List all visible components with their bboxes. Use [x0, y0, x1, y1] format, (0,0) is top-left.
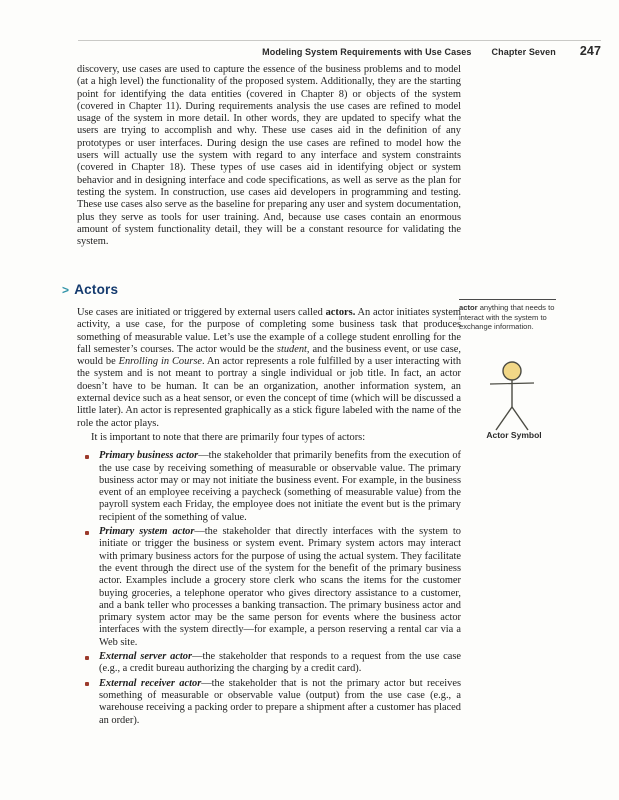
main-text-column	[77, 64, 461, 248]
running-head-title: Modeling System Requirements with Use Cases	[262, 47, 472, 57]
list-item	[77, 526, 461, 649]
bullet-marker-icon	[85, 682, 89, 686]
running-head-chapter: Chapter Seven	[491, 47, 556, 57]
four-types-line: It is important to note that there are primarily four types of actors:	[91, 431, 366, 443]
section-marker-icon: >	[62, 283, 70, 297]
actors-italic-student: student	[276, 343, 307, 355]
actors-italic-enrolling: Enrolling in Course	[118, 356, 202, 368]
actor-type-description: —the stakeholder that primarily benefits from the execution of the use case by receiving something of measurable or observable value. The primary business actor may or may not initiate the business event. For example, in the business event of an employee receiving a paycheck (something of measurable value) from the payroll system each Friday, the employee does not initiate the event but is the primary recipient of the something of value.	[99, 450, 461, 523]
actors-section	[77, 307, 461, 729]
margin-note-rule	[459, 299, 556, 300]
page-number: 247	[579, 44, 601, 58]
running-head-rule	[78, 40, 601, 41]
actors-paragraph-text: Use cases are initiated or triggered by external users called	[77, 307, 326, 318]
actor-type-term: Primary system actor	[99, 526, 195, 538]
actor-type-term: Primary business actor	[99, 450, 199, 462]
margin-definition-note	[459, 299, 571, 332]
section-title: Actors	[74, 282, 119, 297]
figure-caption: Actor Symbol	[486, 430, 542, 440]
intro-paragraph: discovery, use cases are used to capture the essence of the business problems and to model (at a high level) the functionality of the proposed system. Additionally, they are the starting point for identifying the data entities (covered in Chapter 8) or objects of the system (covered in Chapter 11). During requirements analysis the use cases are refined to model usage of the system in more detail. In other words, they are updated to specify what the users are trying to accomplish and why. These use cases aid in the definition of any prototypes or user interfaces. During design the use cases are refined to model how the users will actually use the system with regard to any interface and system constraints (covered in Chapter 18). These types of use cases aid in identifying object or system behavior and in designing interface and code specifications, as well as serve as the plan for testing the system. In construction, use cases aid developers in programming and testing. These use cases also serve as the baseline for preparing any user and system documentation, plus they serve as tools for user training. And, because use cases contain an enormous amount of system functionality detail, they will be a constant resource for validating the system.	[77, 64, 461, 248]
actors-paragraph	[77, 307, 461, 430]
list-item	[77, 678, 461, 727]
section-heading-actors	[62, 282, 118, 297]
list-item	[77, 651, 461, 676]
bullet-marker-icon	[85, 656, 89, 660]
actor-type-description: —the stakeholder that responds to a request from the use case (e.g., a credit bureau authorizing the charging by a credit card).	[99, 651, 461, 675]
actor-type-term: External receiver actor	[99, 677, 202, 689]
actors-paragraph-text: , and the business event, or use case, would be	[77, 343, 462, 368]
bullet-marker-icon	[85, 531, 89, 535]
actors-bold-term: actors.	[325, 307, 356, 318]
actor-type-term: External server actor	[99, 651, 193, 663]
actor-type-description: —the stakeholder that is not the primary actor but receives something of measurable or observable value (output) from the use case (e.g., a warehouse receiving a packing order to prepare a shipment after a customer has placed an order).	[99, 677, 461, 726]
actor-stick-figure-icon	[469, 359, 559, 435]
bullet-marker-icon	[85, 455, 89, 459]
actor-types-list	[77, 450, 461, 727]
margin-note-term: actor	[459, 303, 478, 312]
list-item	[77, 450, 461, 524]
actor-type-description: —the stakeholder that directly interfaces with the system to initiate or trigger the business or system event. Primary system actors may interact with primary business actors for the purpose of using the actual system. They facilitate the event through the direct use of the system for the benefit of the primary business actor. Examples include a grocery store clerk who scans the items for the customer buying groceries, a telephone operator who gives directory assistance to a customer, and a bank teller who processes a banking transaction. The primary business actor and primary system actor may be the same person for events where the business actor interfaces with the system directly—for example, a person reserving a rental car via a Web site.	[99, 526, 461, 648]
actors-paragraph-text: An actor initiates system activity, a use case, for the purpose of completing some business task that produces something of measurable value. Let’s use the example of a college student enrolling for the fall semester’s courses. The actor would be the	[77, 307, 462, 355]
margin-note-text: anything that needs to interact with the system to exchange information.	[459, 303, 555, 332]
actors-paragraph-text: . An actor represents a role fulfilled by a user interacting with the system and is not meant to portray a single individual or job title. In fact, an actor doesn’t have to be human. It can be an organization, another information system, an external device such as a heat sensor, or even the concept of time (which will be discussed a little later). An actor is represented graphically as a stick figure labeled with the name of the role the actor plays.	[77, 356, 462, 429]
running-head	[78, 44, 601, 58]
